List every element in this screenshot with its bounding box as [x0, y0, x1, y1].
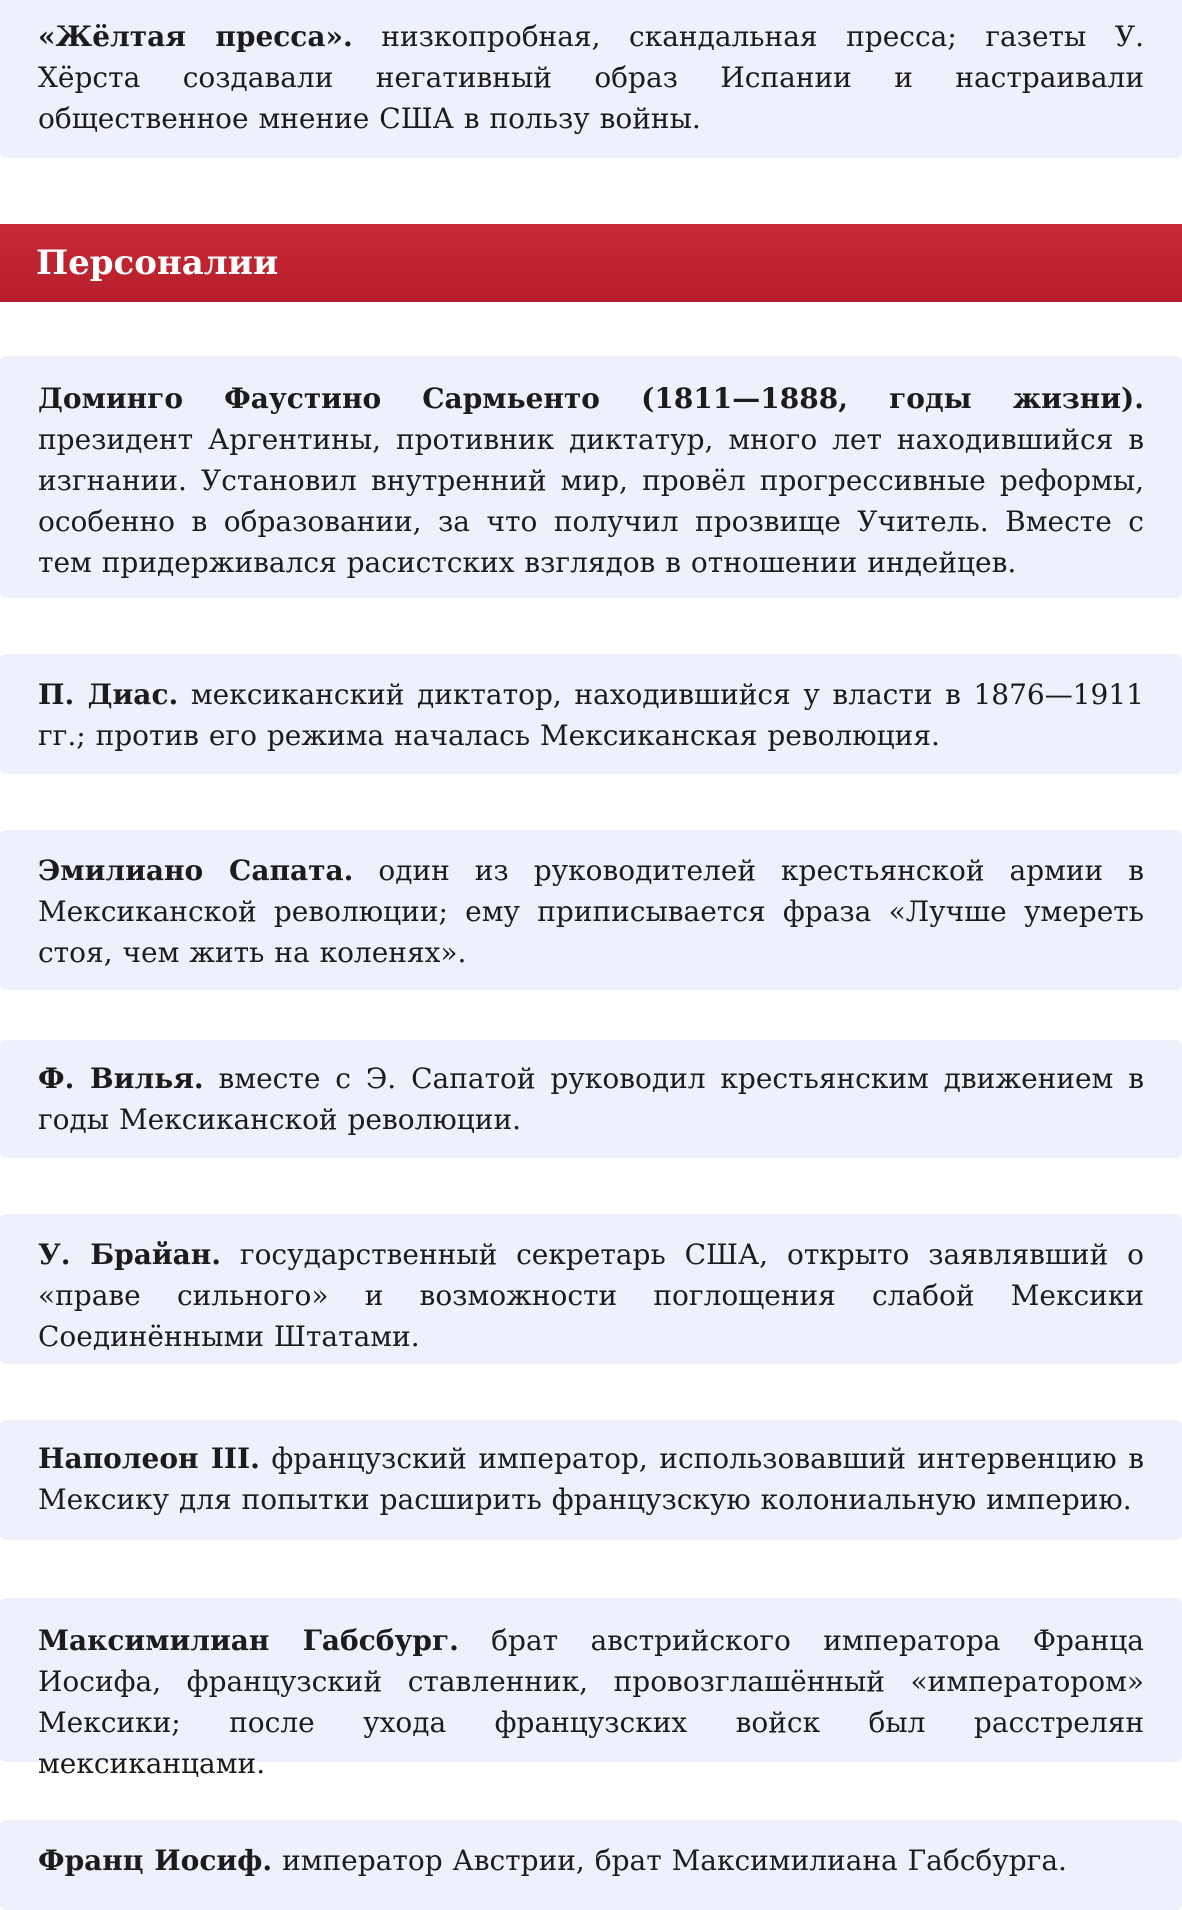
entry-card-zapata: [0, 830, 1182, 990]
entry-text: низкопробная, скандальная пресса; газеты У. Хёрста создавали негативный образ Испании и настраивали общественное мнение США в пользу войны.: [38, 20, 1144, 135]
entry-paragraph: [38, 850, 1144, 973]
entry-paragraph: [38, 1620, 1144, 1784]
entry-paragraph: [38, 378, 1144, 583]
entry-card-diaz: [0, 654, 1182, 774]
entry-paragraph: [38, 1058, 1144, 1140]
entry-term: Франц Иосиф.: [38, 1844, 273, 1877]
entry-paragraph: [38, 1438, 1144, 1520]
entry-term: Наполеон III.: [38, 1442, 260, 1475]
entry-card-franz-joseph: [0, 1820, 1182, 1910]
entry-term: У. Брайан.: [38, 1238, 222, 1271]
entry-card-sarmiento: [0, 356, 1182, 598]
entry-term: «Жёлтая пресса».: [38, 20, 353, 53]
entry-text: французский император, использовавший интервенцию в Мексику для попытки расширить французскую колониальную империю.: [38, 1442, 1144, 1516]
entry-text: один из руководителей крестьянской армии в Мексиканской революции; ему приписывается фраза «Лучше умереть стоя, чем жить на коленях».: [38, 854, 1144, 969]
entry-text: император Австрии, брат Максимилиана Габсбурга.: [272, 1844, 1067, 1877]
entry-term: Эмилиано Сапата.: [38, 854, 354, 887]
entry-term: Ф. Вилья.: [38, 1062, 204, 1095]
entry-text: вместе с Э. Сапатой руководил крестьянским движением в годы Мексиканской революции.: [38, 1062, 1144, 1136]
entry-card-villa: [0, 1040, 1182, 1158]
entry-term: Доминго Фаустино Сармьенто (1811—1888, годы жизни).: [38, 382, 1144, 415]
entry-text: мексиканский диктатор, находившийся у власти в 1876—1911 гг.; против его режима началась Мексиканская революция.: [38, 678, 1144, 752]
entry-paragraph: [38, 1234, 1144, 1357]
entry-paragraph: [38, 1840, 1144, 1881]
entry-term: П. Диас.: [38, 678, 179, 711]
section-title: Персоналии: [36, 243, 279, 283]
section-header: [0, 224, 1182, 302]
entry-card-bryan: [0, 1214, 1182, 1364]
entry-card-maximilian: [0, 1598, 1182, 1780]
entry-paragraph: [38, 674, 1144, 756]
entry-term: Максимилиан Габсбург.: [38, 1624, 459, 1657]
entry-text: государственный секретарь США, открыто заявлявший о «праве сильного» и возможности поглощения слабой Мексики Соединёнными Штатами.: [38, 1238, 1144, 1353]
entry-text: брат австрийского императора Франца Иосифа, французский ставленник, провозглашённый «императором» Мексики; после ухода французских войск был расстрелян мексиканцами.: [38, 1624, 1144, 1780]
entry-paragraph: [38, 16, 1144, 139]
entry-card-yellow-press: [0, 0, 1182, 158]
entry-card-napoleon: [0, 1420, 1182, 1540]
entry-text: президент Аргентины, противник диктатур, много лет находившийся в изгнании. Установил внутренний мир, провёл прогрессивные реформы, особенно в образовании, за что получил прозвище Учитель. Вместе с тем придерживался расистских взглядов в отношении индейцев.: [38, 423, 1144, 579]
